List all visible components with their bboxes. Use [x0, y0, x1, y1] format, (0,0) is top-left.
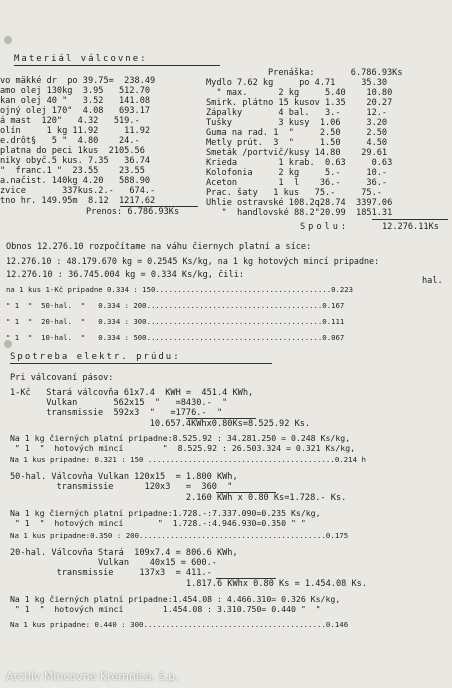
material-line: olín 1 kg 11.92 11.92	[0, 126, 151, 136]
hal20-line: " 1 " hotových mincí 1.454.08 : 3.310.750= 0.440 " "	[10, 604, 321, 614]
archive-watermark: Archív Mincovne Kremnica, š.p.	[6, 670, 179, 683]
materials-heading: Materiál válcovne:	[14, 54, 148, 64]
per-coin-line: " 1 " 20-hal. " 0.334 : 300........................................0.111	[6, 317, 345, 326]
material-line: kan olej 40 " 3.52 141.08	[0, 96, 151, 106]
material-line: Prac. šaty 1 kus 75.- 75.-	[206, 188, 382, 198]
hal20-line: Na 1 kg čierných platní pripadne:1.454.08 : 4.466.310= 0.326 Ks/kg,	[10, 594, 341, 604]
material-line: Metly prút. 3 " 1.50 4.50	[206, 138, 388, 148]
binder-hole	[4, 36, 12, 44]
kc1-line: transmissie 592x3 " =1776.- "	[10, 408, 223, 418]
kc1-line: Na 1 kus pripadne: 0.321 : 150 ..........................................0.214 h	[10, 455, 366, 464]
material-line: á mast 120" 4.32 519.-	[0, 116, 140, 126]
material-line: Krieda 1 krab. 0.63 0.63	[206, 158, 393, 168]
material-line: a.načist. 140kg 4.20 588.90	[0, 176, 151, 186]
per-coin-line: " 1 " 10-hal. " 0.334 : 500........................................0.067	[6, 333, 345, 342]
material-line: Tušky 3 kusy 1.06 3.20	[206, 118, 388, 128]
per-coin-line: " 1 " 50-hal. " 0.334 : 200........................................0.167	[6, 301, 345, 310]
per-coin-line: na 1 kus 1-Kč pripadne 0.334 : 150........................................0.223	[6, 285, 354, 294]
prenos-line: Prenos: 6.786.93Ks	[86, 207, 180, 217]
kc1-line: " 1 " hotových mincí " 8.525.92 : 26.503.324 = 0.321 Ks/kg,	[10, 443, 356, 453]
material-line: " max. 2 kg 5.40 10.80	[206, 88, 393, 98]
material-line: Uhlie ostravské 108.2q28.74 3397.06	[206, 198, 393, 208]
total-value: 12.276.11Ks	[382, 222, 439, 232]
hal50-line: Na 1 kus pripadne:0.350 : 200..........................................0.175	[10, 531, 349, 540]
hal20-line: transmissie 137x3 = 411.-	[10, 568, 212, 578]
material-line: tno hr. 149.95m 8.12 1217.62	[0, 196, 156, 206]
material-line: Smirk. plátno 15 kusov 1.35 20.27	[206, 98, 393, 108]
hal20-line: Na 1 kus pripadne: 0.440 : 300.........................................0.146	[10, 620, 349, 629]
material-line: Guma na rad. 1 " 2.50 2.50	[206, 128, 388, 138]
material-line: Zápalky 4 bal. 3.- 12.-	[206, 108, 388, 118]
kc1-line: Vulkan 562x15 " =8430.- "	[10, 398, 228, 408]
kc1-line: 10.657.4KWhx0.80Ks=8.525.92 Ks.	[10, 419, 311, 429]
heading-underline	[10, 363, 272, 364]
material-line: Smeták /portvič/kusy 14.80 29.61	[206, 148, 388, 158]
hal50-line: 50-hal. Válcovňa Vulkan 120x15 = 1.800 KWh,	[10, 472, 238, 482]
hal50-line: transmissie 120x3 = 360 "	[10, 482, 233, 492]
division-line: Obnos 12.276.10 rozpočítame na váhu čiernych platní a síce:	[6, 242, 312, 252]
material-line: Aceton 1 l 36.- 36.-	[206, 178, 388, 188]
material-line: Kolofonia 2 kg 5.- 10.-	[206, 168, 388, 178]
hal50-line: Na 1 kg čierných platní pripadne:1.728.-:7.337.090=0.235 Ks/kg,	[10, 508, 321, 518]
material-line: amo olej 130kg 3.95 512.70	[0, 86, 151, 96]
heading-underline	[14, 65, 220, 66]
material-line: zvice 337kus.2.- 674.-	[0, 186, 156, 196]
hal50-line: 2.160 KWh x 0.80 Ks=1.728.- Ks.	[10, 493, 347, 503]
division-line: 12.276.10 : 48.179.670 kg = 0.2545 Ks/kg, na 1 kg hotových mincí pripadne:	[6, 256, 380, 266]
material-line: e.drôt§ 5 " 4.80 24.-	[0, 136, 140, 146]
material-line: niky obyč.5 kus. 7.35 36.74	[0, 156, 151, 166]
material-line: vo mäkké dr po 39.75= 238.49	[0, 76, 156, 86]
hal20-line: Vulkan 40x15 = 600.-	[10, 558, 217, 568]
material-line: Mydlo 7.62 kg po 4.71 35.30	[206, 78, 388, 88]
hal20-line: 20-hal. Válcovňa Stará 109x7.4 = 806.6 KWh,	[10, 548, 238, 558]
hal-header: hal.	[422, 276, 443, 286]
hal50-line: " 1 " hotových mincí " 1.728.-:4.946.930=0.350 " "	[10, 518, 306, 528]
prenaska-header: Prenáška: 6.786.93Ks	[268, 68, 403, 78]
sum-rule	[372, 219, 448, 220]
kc1-line: 1-Kč Stará válcovňa 61x7.4 KWH = 451.4 KWh,	[10, 388, 254, 398]
material-line: ojný olej 170" 4.08 693.17	[0, 106, 151, 116]
consumption-intro: Pri válcovaní pásov:	[10, 373, 114, 383]
material-line: " handlovské 88.2"20.99 1851.31	[206, 208, 393, 218]
material-line: platna do peci 1kus 2105.56	[0, 146, 145, 156]
consumption-heading: Spotreba elektr. prúdu:	[10, 352, 181, 362]
hal20-line: 1.817.6 KWhx 0.80 Ks = 1.454.08 Ks.	[10, 579, 367, 589]
total-label: Spolu:	[300, 222, 350, 232]
kc1-line: Na 1 kg čierných platní pripadne:8.525.92 : 34.281.250 = 0.248 Ks/kg,	[10, 433, 351, 443]
division-line: 12.276.10 : 36.745.004 kg = 0.334 Ks/kg, čili:	[6, 270, 244, 280]
material-line: " franc.1 " 23.55 23.55	[0, 166, 145, 176]
